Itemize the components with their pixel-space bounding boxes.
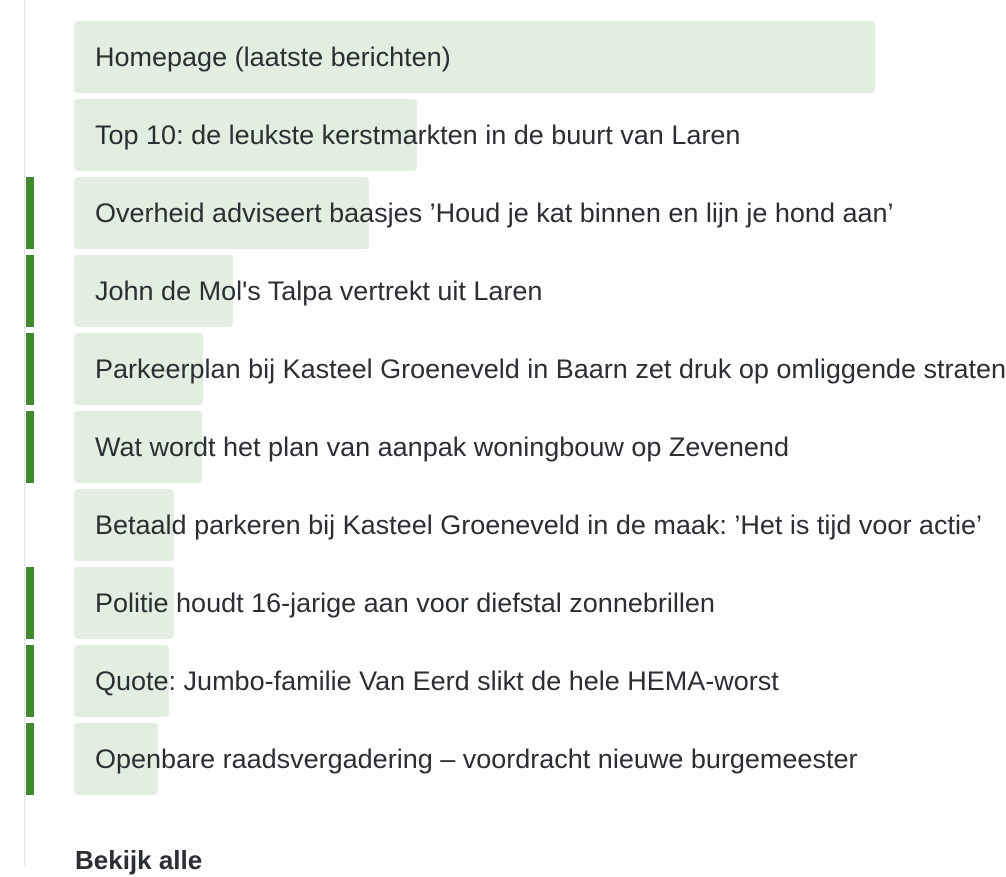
list-item-label: Betaald parkeren bij Kasteel Groeneveld in de maak: ’Het is tijd voor actie’: [95, 510, 982, 540]
list-item[interactable]: [0, 645, 948, 717]
highlight-marker: [26, 411, 34, 483]
list-item[interactable]: [0, 723, 948, 795]
highlight-marker: [26, 645, 34, 717]
highlight-marker: [26, 567, 34, 639]
list-item[interactable]: [0, 567, 948, 639]
highlight-marker: [26, 333, 34, 405]
list-item[interactable]: [0, 177, 948, 249]
list-item-label: Quote: Jumbo-familie Van Eerd slikt de hele HEMA-worst: [95, 666, 779, 696]
list-item[interactable]: [0, 99, 948, 171]
list-item-label: Parkeerplan bij Kasteel Groeneveld in Baarn zet druk op omliggende straten: [95, 354, 1006, 384]
list-item[interactable]: [0, 255, 948, 327]
list-item-label: Openbare raadsvergadering – voordracht nieuwe burgemeester: [95, 744, 858, 774]
view-all-link[interactable]: Bekijk alle: [75, 845, 203, 875]
list-item[interactable]: [0, 333, 1006, 405]
list-item-label: Homepage (laatste berichten): [95, 42, 451, 72]
list-item[interactable]: [0, 489, 982, 561]
list-item-label: Politie houdt 16-jarige aan voor diefstal zonnebrillen: [95, 588, 715, 618]
list-item[interactable]: [0, 411, 948, 483]
list-item-label: John de Mol's Talpa vertrekt uit Laren: [95, 276, 543, 306]
list-item-label: Overheid adviseert baasjes ’Houd je kat binnen en lijn je hond aan’: [95, 198, 894, 228]
list-item-label: Top 10: de leukste kerstmarkten in de buurt van Laren: [95, 120, 741, 150]
top-pages-list: [0, 21, 1006, 801]
highlight-marker: [26, 723, 34, 795]
highlight-marker: [26, 177, 34, 249]
list-item[interactable]: [0, 21, 948, 93]
list-item-label: Wat wordt het plan van aanpak woningbouw op Zevenend: [95, 432, 789, 462]
highlight-marker: [26, 255, 34, 327]
